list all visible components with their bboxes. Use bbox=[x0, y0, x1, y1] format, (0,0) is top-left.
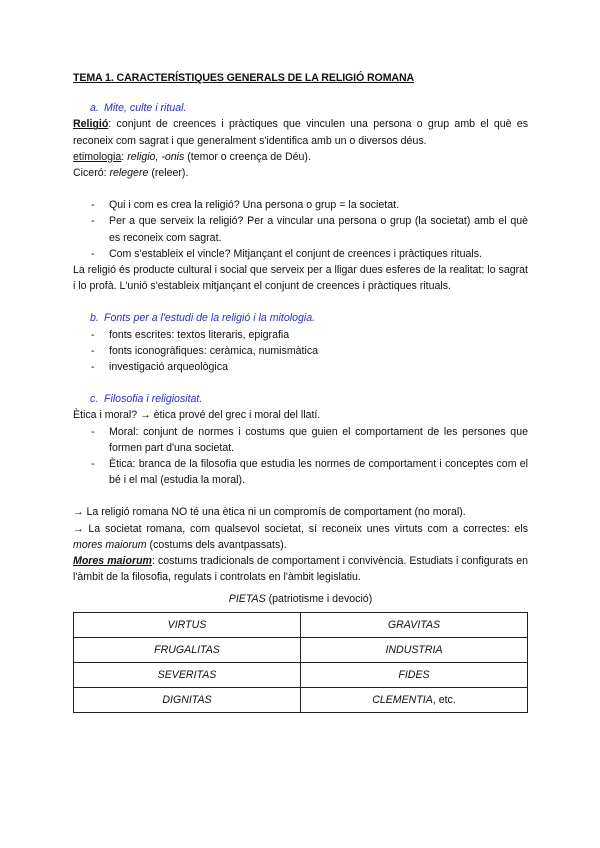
table-caption bbox=[73, 591, 528, 607]
section-a-paragraph: La religió és producte cultural i social que serveix per a lligar dues esferes de la realitat: lo sagrat i lo profà. L'unió s'estableix mitjançant el conjunt de creences i pràctiques rituals. bbox=[73, 264, 528, 293]
section-c-title: Filosofia i religiositat. bbox=[104, 393, 203, 406]
table-row bbox=[74, 637, 528, 662]
arrow-note-1: → La religió romana NO té una ètica ni un compromís de comportament (no moral). bbox=[73, 506, 466, 519]
etc-suffix: , etc. bbox=[432, 693, 456, 706]
etimologia-line bbox=[73, 149, 528, 165]
table-cell: DIGNITAS bbox=[74, 687, 301, 712]
cicero-line bbox=[73, 165, 528, 181]
table-cell: SEVERITAS bbox=[74, 662, 301, 687]
list-item: - Moral: conjunt de normes i costums que guien el comportament de les persones que formen part d'una societat. bbox=[73, 424, 528, 456]
table-cell: FRUGALITAS bbox=[74, 637, 301, 662]
table-row bbox=[74, 662, 528, 687]
religio-def-text: : conjunt de creences i pràctiques que vinculen una persona o grup amb el què es reconeix com sagrat i que generalment s'identifica amb un o diversos déus. bbox=[73, 118, 528, 147]
clementia-value: CLEMENTIA bbox=[372, 693, 433, 706]
arrow2-rest: (costums dels avantpassats). bbox=[146, 538, 287, 551]
list-item: - Ètica: branca de la filosofia que estudia les normes de comportament i conceptes com el bé i el mal (estudia la moral). bbox=[73, 456, 528, 488]
section-b-number: b. bbox=[90, 312, 99, 325]
religio-term: Religió bbox=[73, 118, 109, 131]
list-item: - Com s'estableix el vincle? Mitjançant el conjunt de creences i pràctiques rituals. bbox=[73, 246, 528, 262]
mores-maiorum-term: Mores maiorum bbox=[73, 555, 152, 568]
arrow2-pre: → La societat romana, com qualsevol societat, sí reconeix unes virtuts com a correctes: els bbox=[73, 522, 528, 535]
cicero-rest: (releer). bbox=[148, 167, 189, 180]
section-a-title: Mite, culte i ritual. bbox=[104, 102, 187, 115]
table-row bbox=[74, 612, 528, 637]
ethics-intro: Ètica i moral? → ètica prové del grec i moral del llatí. bbox=[73, 409, 321, 422]
arrow-note-2 bbox=[73, 521, 528, 553]
list-item: - Qui i com es crea la religió? Una persona o grup = la societat. bbox=[73, 197, 528, 213]
section-c-list bbox=[73, 424, 528, 489]
list-item: - Per a que serveix la religió? Per a vincular una persona o grup (la societat) amb el què es reconeix com sagrat. bbox=[73, 213, 528, 245]
cicero-pre: Ciceró: bbox=[73, 167, 110, 180]
section-c-heading bbox=[73, 391, 528, 407]
document-title: TEMA 1. CARACTERÍSTIQUES GENERALS DE LA RELIGIÓ ROMANA bbox=[73, 72, 415, 84]
table-cell: GRAVITAS bbox=[301, 612, 528, 637]
document-body bbox=[73, 70, 528, 713]
cicero-italic: relegere bbox=[109, 167, 149, 180]
section-a-list bbox=[73, 197, 528, 262]
section-b-heading bbox=[73, 310, 528, 326]
section-b-list bbox=[73, 327, 528, 376]
caption-rest: (patriotisme i devoció) bbox=[265, 593, 373, 606]
etimologia-label: etimologia bbox=[73, 150, 122, 163]
table-cell: VIRTUS bbox=[74, 612, 301, 637]
etimologia-rest: (temor o creença de Déu). bbox=[184, 150, 311, 163]
mores-def-text: : costums tradicionals de comportament i convivència. Estudiats i configurats en l'àmbit de la filosofia, regulats i controlats en l'àmbit legislatiu. bbox=[73, 555, 528, 584]
table-row bbox=[74, 687, 528, 712]
table-cell: FIDES bbox=[301, 662, 528, 687]
arrow2-italic: mores maiorum bbox=[73, 538, 147, 551]
caption-italic: PIETAS bbox=[228, 593, 266, 606]
etimologia-italic: religio, -onis bbox=[127, 150, 185, 163]
table-cell: INDUSTRIA bbox=[301, 637, 528, 662]
religio-definition bbox=[73, 116, 528, 148]
etimologia-sep: : bbox=[121, 150, 128, 163]
section-b-title: Fonts per a l'estudi de la religió i la mitologia. bbox=[104, 312, 316, 325]
mores-maiorum-definition bbox=[73, 553, 528, 585]
section-c-number: c. bbox=[90, 393, 99, 406]
virtues-table bbox=[73, 612, 528, 713]
list-item: - investigació arqueològica bbox=[73, 359, 528, 375]
section-a-heading bbox=[73, 100, 528, 116]
table-cell bbox=[301, 687, 528, 712]
list-item: - fonts escrites: textos literaris, epigrafia bbox=[73, 327, 528, 343]
section-a-number: a. bbox=[90, 102, 99, 115]
list-item: - fonts iconogràfiques: ceràmica, numismàtica bbox=[73, 343, 528, 359]
